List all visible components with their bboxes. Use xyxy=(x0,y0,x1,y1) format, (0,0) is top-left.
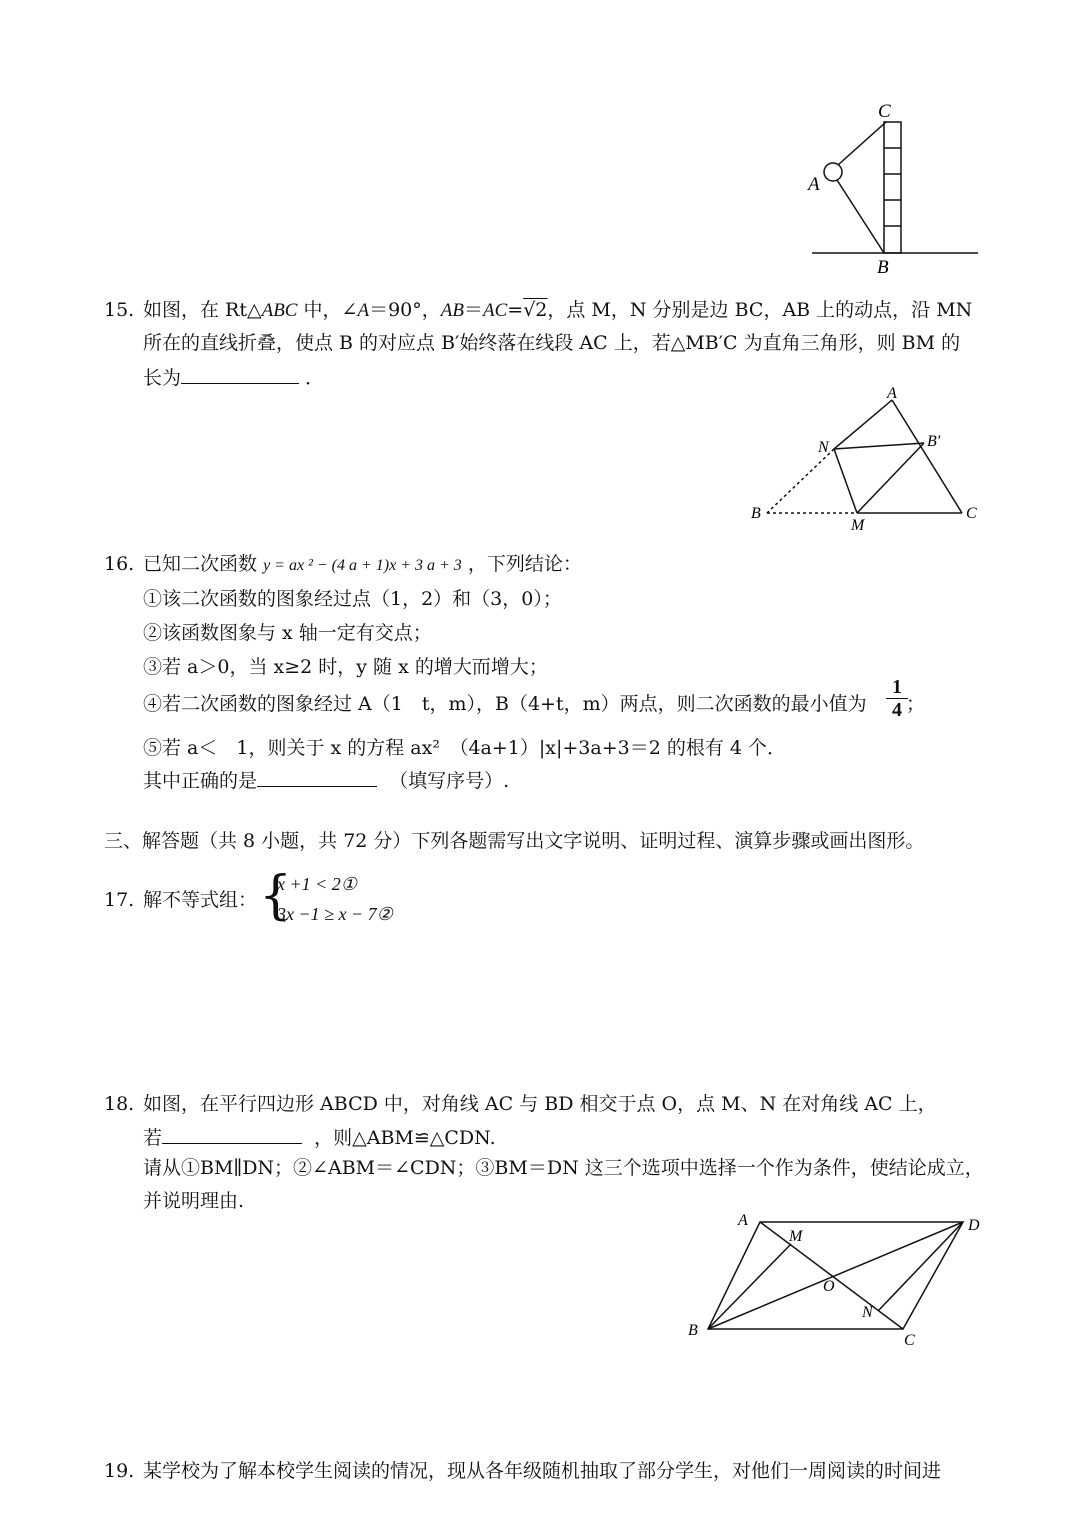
q17-number: 17. xyxy=(104,889,135,911)
fig18-label-m: M xyxy=(789,1228,803,1245)
fig18-label-n: N xyxy=(862,1304,873,1321)
fig15-label-b: B xyxy=(751,505,761,522)
q18-answer-blank[interactable] xyxy=(162,1125,302,1144)
q16-answer-line: 其中正确的是 （填写序号）. xyxy=(143,770,510,792)
q16-stem: 已知二次函数 y = ax ² − (4 a + 1)x + 3 a + 3 ，下列结论： xyxy=(143,553,582,575)
fig14-label-a: A xyxy=(808,174,820,195)
sqrt-2: √2 xyxy=(523,299,548,321)
q16-option-5: ⑤若 a＜ 1，则关于 x 的方程 ax² （4a+1）|x|+3a+3＝2 的根有 4 个． xyxy=(143,737,787,759)
q15-line1: 如图，在 Rt△ABC 中，∠A＝90°，AB＝AC=√2，点 M，N 分别是边 BC，AB 上的动点，沿 MN xyxy=(143,299,973,321)
fig14-label-c: C xyxy=(878,101,891,122)
q18-number: 18. xyxy=(104,1093,135,1115)
q18-line3: 请从①BM∥DN；②∠ABM＝∠CDN；③BM＝DN 这三个选项中选择一个作为条件，使结论成立， xyxy=(143,1157,984,1179)
figure-q18 xyxy=(680,1205,990,1355)
q16-fraction: $\frac{1}{4}$ xyxy=(886,676,908,721)
q19-line1: 某学校为了解本校学生阅读的情况，现从各年级随机抽取了部分学生，对他们一周阅读的时间进 xyxy=(143,1460,942,1482)
fig15-label-c: C xyxy=(966,505,977,522)
q15-line2: 所在的直线折叠，使点 B 的对应点 B′始终落在线段 AC 上，若△MB′C 为直角三角形，则 BM 的 xyxy=(143,332,961,354)
q17-brace: { xyxy=(259,866,293,926)
q15-answer-blank[interactable] xyxy=(181,365,299,384)
fig18-label-c: C xyxy=(904,1332,915,1349)
figure-q14 xyxy=(800,95,990,285)
q16-option-2: ②该函数图象与 x 轴一定有交点； xyxy=(143,622,432,644)
q17-inequality-1: x +1 < 2① xyxy=(277,874,357,894)
q19-number: 19. xyxy=(104,1460,135,1482)
q16-option-1: ①该二次函数的图象经过点（1，2）和（3，0）； xyxy=(143,588,562,610)
q18-line1: 如图，在平行四边形 ABCD 中，对角线 AC 与 BD 相交于点 O，点 M、N 在对角线 AC 上， xyxy=(143,1093,937,1115)
fig14-label-b: B xyxy=(877,257,889,278)
fig15-label-n: N xyxy=(818,439,829,456)
q18-line2: 若 ，则△ABM≌△CDN. xyxy=(143,1127,496,1149)
fig18-label-a: A xyxy=(738,1212,748,1229)
fig18-label-d: D xyxy=(968,1217,980,1234)
q16-formula: y = ax ² − (4 a + 1)x + 3 a + 3 xyxy=(263,557,462,574)
q15-number: 15. xyxy=(104,299,135,321)
q15-line3: 长为 ． xyxy=(143,367,325,389)
q16-option-4: ④若二次函数的图象经过 A（1 t，m），B（4+t，m）两点，则二次函数的最小值为 xyxy=(143,693,867,715)
q17-inequality-2: 3x −1 ≥ x − 7② xyxy=(277,904,393,924)
section-3-title: 三、解答题（共 8 小题，共 72 分）下列各题需写出文字说明、证明过程、演算步骤或画出图形。 xyxy=(104,830,925,852)
q16-answer-blank[interactable] xyxy=(257,768,377,787)
fig18-label-o: O xyxy=(823,1278,835,1295)
q17-label: 解不等式组： xyxy=(143,889,258,911)
figure-q15 xyxy=(740,380,990,540)
q16-number: 16. xyxy=(104,553,135,575)
fig15-label-m: M xyxy=(851,517,865,534)
q18-line4: 并说明理由. xyxy=(143,1190,245,1212)
fig15-label-a: A xyxy=(887,385,897,402)
fig15-label-bp: B′ xyxy=(927,433,941,450)
fig18-label-b: B xyxy=(688,1322,698,1339)
q16-option-3: ③若 a＞0，当 x≥2 时，y 随 x 的增大而增大； xyxy=(143,656,548,678)
